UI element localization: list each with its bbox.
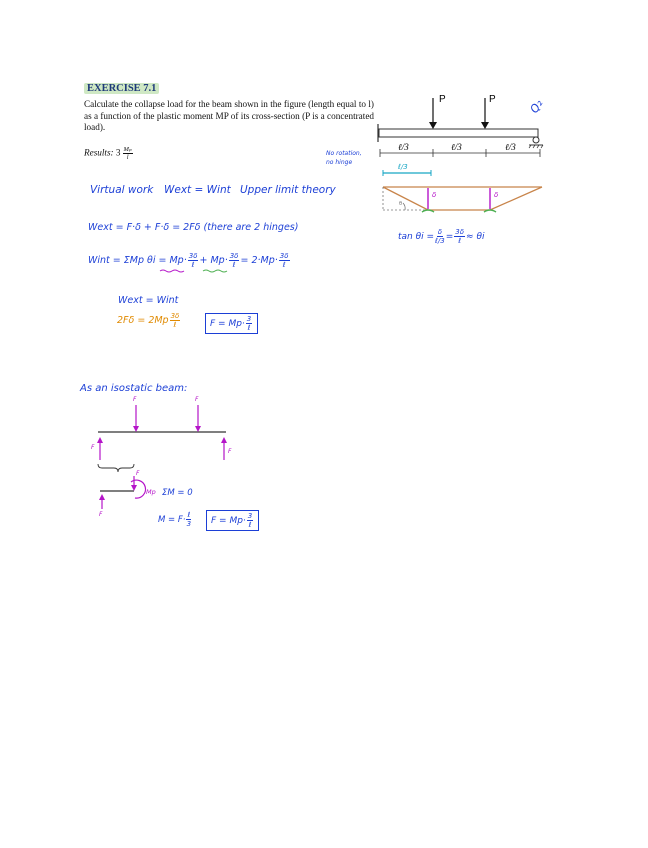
moment-frac: ℓ 3 (186, 511, 192, 528)
fbd-mp: Mp (146, 488, 156, 496)
result-frac-1: 3 ℓ (246, 315, 252, 332)
mech-dim-label: ℓ/3 (398, 163, 408, 171)
wint-part-a: Wint = ΣMp θi = Mp· (88, 255, 187, 266)
sum-moment: ΣM = 0 (162, 488, 193, 498)
results-label: Results: (84, 147, 114, 158)
roller-support (533, 137, 539, 143)
hinge-left (422, 210, 434, 212)
no-rotation-note: No rotation, no hinge (326, 150, 362, 166)
iso-f-top-1: F (133, 396, 137, 403)
wext-line: Wext = F·δ + F·δ = 2Fδ (there are 2 hinges) (88, 222, 299, 233)
underline-mp-2 (203, 270, 227, 272)
equality-substituted: 2Fδ = 2Mp 3δ ℓ (117, 312, 180, 329)
results-line (84, 146, 133, 161)
fbd-f-bottom: F (99, 511, 103, 518)
wint-frac-3: 3δ ℓ (279, 252, 289, 269)
iso-f-right: F (228, 448, 232, 455)
fbd-moment (131, 480, 145, 498)
virtual-work-label: Virtual work (90, 184, 154, 196)
wint-frac-2: 3δ ℓ (229, 252, 239, 269)
results-fraction (123, 146, 133, 161)
results-num: Mₚ (123, 146, 132, 153)
delta-right-label: δ (494, 191, 499, 199)
delta-left-label: δ (432, 191, 437, 199)
iso-f-left: F (91, 444, 95, 451)
hinge-right (484, 210, 496, 212)
load-label-right: P (489, 94, 496, 105)
results-den: l (126, 154, 129, 161)
upper-limit-label: Upper limit theory (240, 184, 336, 196)
load-label-left: P (439, 94, 446, 105)
span-label-right: ℓ/3 (505, 142, 516, 152)
tan-frac-1: δ ℓ/3 (435, 228, 445, 245)
brace (98, 464, 134, 472)
exercise-title: EXERCISE 7.1 (84, 83, 159, 94)
wint-line (88, 252, 291, 269)
equality-line: Wext = Wint (118, 295, 179, 306)
result-frac-2: 3 ℓ (247, 512, 253, 529)
side-note: Q₂ (527, 97, 546, 116)
isostatic-label: As an isostatic beam: (80, 383, 188, 394)
result-box-2: F = Mp· 3 ℓ (206, 510, 259, 531)
theta-label: θ (399, 201, 403, 207)
span-label-left: ℓ/3 (398, 142, 409, 152)
iso-f-top-2: F (195, 396, 199, 403)
results-coef: 3 (115, 147, 121, 158)
underline-mp-1 (160, 270, 184, 272)
span-label-mid: ℓ/3 (451, 142, 462, 152)
moment-eq: M = F· ℓ 3 (158, 511, 192, 528)
beam (379, 129, 538, 137)
exercise-statement: Calculate the collapse load for the beam shown in the figure (length equal to l) as a function of the plastic moment MP of its cross-section (P is a concentrated load). (84, 99, 374, 133)
tan-frac-2: 3δ ℓ (455, 228, 465, 245)
wint-part-b: + Mp· (199, 255, 228, 266)
wint-part-c: = 2·Mp· (240, 255, 278, 266)
mech-deformed-beam (383, 187, 542, 210)
wext-eq-label: Wext = Wint (164, 184, 231, 196)
tan-theta-line: tan θi = δ ℓ/3 = 3δ ℓ ≈ θi (398, 228, 485, 245)
eq-frac: 3δ ℓ (170, 312, 180, 329)
fbd-f-top: F (136, 470, 140, 477)
wint-frac-1: 3δ ℓ (188, 252, 198, 269)
result-box-1: F = Mp· 3 ℓ (205, 313, 258, 334)
